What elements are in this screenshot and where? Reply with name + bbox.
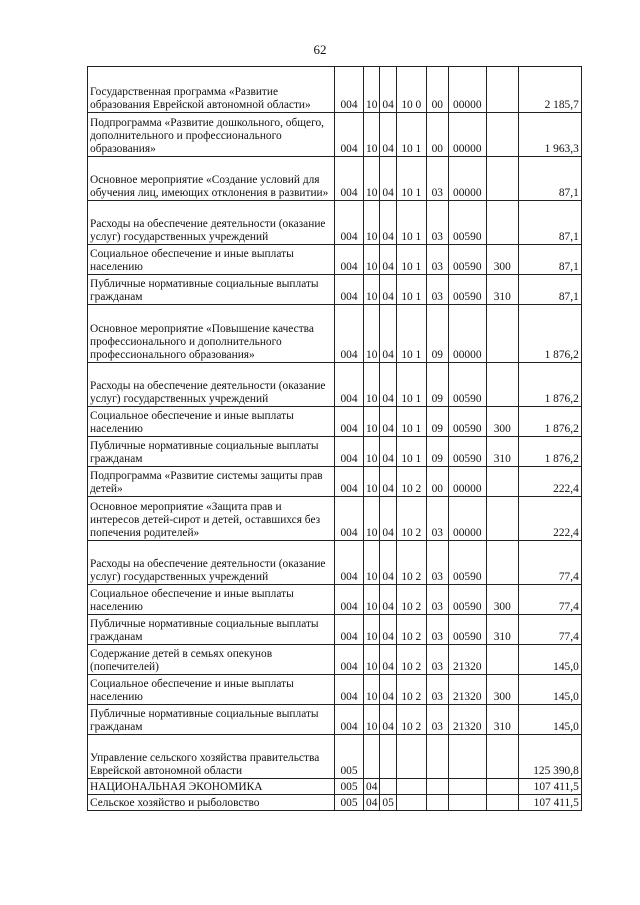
row-admin-code: 004 xyxy=(335,305,364,363)
row-event-code xyxy=(426,779,448,795)
row-sum: 1 876,2 xyxy=(518,363,581,407)
row-admin-code: 004 xyxy=(335,497,364,541)
row-name: Социальное обеспечение и иные выплаты населению xyxy=(88,675,335,705)
row-section-code: 10 xyxy=(364,275,380,305)
row-sum: 222,4 xyxy=(518,497,581,541)
row-admin-code: 004 xyxy=(335,467,364,497)
table-row xyxy=(88,795,582,811)
row-name: Основное мероприятие «Защита прав и интересов детей-сирот и детей, оставшихся без попечения родителей» xyxy=(88,497,335,541)
table-row xyxy=(88,67,582,113)
row-event-code: 03 xyxy=(426,675,448,705)
row-expense-type xyxy=(486,497,518,541)
row-direction-code xyxy=(448,735,486,779)
row-name: Расходы на обеспечение деятельности (оказание услуг) государственных учреждений xyxy=(88,363,335,407)
row-expense-type xyxy=(486,67,518,113)
page-number: 62 xyxy=(313,42,327,57)
row-section-code: 10 xyxy=(364,541,380,585)
row-event-code: 00 xyxy=(426,467,448,497)
row-program-code: 10 0 xyxy=(396,67,426,113)
row-direction-code: 00000 xyxy=(448,497,486,541)
row-subsection-code: 05 xyxy=(380,795,396,811)
row-subsection-code: 04 xyxy=(380,245,396,275)
row-sum: 77,4 xyxy=(518,585,581,615)
budget-table xyxy=(87,66,582,811)
row-name: Подпрограмма «Развитие системы защиты прав детей» xyxy=(88,467,335,497)
row-section-code: 10 xyxy=(364,467,380,497)
table-row xyxy=(88,467,582,497)
row-section-code: 10 xyxy=(364,615,380,645)
row-subsection-code: 04 xyxy=(380,497,396,541)
table-row xyxy=(88,305,582,363)
row-expense-type: 300 xyxy=(486,675,518,705)
row-section-code: 10 xyxy=(364,437,380,467)
row-direction-code: 00590 xyxy=(448,245,486,275)
row-section-code: 10 xyxy=(364,363,380,407)
table-row xyxy=(88,407,582,437)
row-name: Социальное обеспечение и иные выплаты населению xyxy=(88,585,335,615)
table-row xyxy=(88,275,582,305)
row-section-code: 10 xyxy=(364,157,380,201)
row-name: Подпрограмма «Развитие дошкольного, общего, дополнительного и профессионального образования» xyxy=(88,113,335,157)
row-subsection-code: 04 xyxy=(380,157,396,201)
row-event-code: 03 xyxy=(426,245,448,275)
row-direction-code: 00590 xyxy=(448,407,486,437)
row-event-code: 03 xyxy=(426,645,448,675)
row-program-code: 10 2 xyxy=(396,585,426,615)
table-row xyxy=(88,363,582,407)
row-event-code: 09 xyxy=(426,305,448,363)
row-section-code: 10 xyxy=(364,675,380,705)
row-section-code xyxy=(364,735,380,779)
table-row xyxy=(88,201,582,245)
row-expense-type xyxy=(486,157,518,201)
row-sum: 145,0 xyxy=(518,645,581,675)
row-program-code: 10 1 xyxy=(396,437,426,467)
row-sum: 145,0 xyxy=(518,675,581,705)
row-sum: 87,1 xyxy=(518,245,581,275)
row-subsection-code: 04 xyxy=(380,201,396,245)
row-sum: 107 411,5 xyxy=(518,795,581,811)
row-section-code: 04 xyxy=(364,779,380,795)
row-program-code: 10 1 xyxy=(396,407,426,437)
row-subsection-code: 04 xyxy=(380,67,396,113)
table-row xyxy=(88,779,582,795)
row-name: Публичные нормативные социальные выплаты гражданам xyxy=(88,615,335,645)
row-subsection-code xyxy=(380,735,396,779)
row-name: НАЦИОНАЛЬНАЯ ЭКОНОМИКА xyxy=(88,779,335,795)
row-program-code: 10 1 xyxy=(396,245,426,275)
row-direction-code: 00000 xyxy=(448,467,486,497)
table-row xyxy=(88,157,582,201)
row-name: Публичные нормативные социальные выплаты гражданам xyxy=(88,275,335,305)
row-admin-code: 004 xyxy=(335,113,364,157)
row-direction-code: 00590 xyxy=(448,363,486,407)
row-event-code: 09 xyxy=(426,363,448,407)
row-section-code: 10 xyxy=(364,645,380,675)
row-name: Социальное обеспечение и иные выплаты населению xyxy=(88,407,335,437)
row-admin-code: 004 xyxy=(335,645,364,675)
row-subsection-code: 04 xyxy=(380,541,396,585)
row-section-code: 10 xyxy=(364,113,380,157)
row-admin-code: 004 xyxy=(335,407,364,437)
row-direction-code: 00000 xyxy=(448,113,486,157)
row-admin-code: 004 xyxy=(335,201,364,245)
row-admin-code: 004 xyxy=(335,67,364,113)
row-subsection-code: 04 xyxy=(380,467,396,497)
row-sum: 77,4 xyxy=(518,615,581,645)
row-admin-code: 004 xyxy=(335,615,364,645)
row-section-code: 10 xyxy=(364,305,380,363)
row-section-code: 10 xyxy=(364,497,380,541)
row-event-code: 03 xyxy=(426,201,448,245)
table-row xyxy=(88,113,582,157)
row-program-code: 10 1 xyxy=(396,201,426,245)
row-program-code: 10 2 xyxy=(396,541,426,585)
row-name: Расходы на обеспечение деятельности (оказание услуг) государственных учреждений xyxy=(88,201,335,245)
row-admin-code: 004 xyxy=(335,363,364,407)
row-name: Расходы на обеспечение деятельности (оказание услуг) государственных учреждений xyxy=(88,541,335,585)
row-name: Сельское хозяйство и рыболовство xyxy=(88,795,335,811)
row-admin-code: 004 xyxy=(335,245,364,275)
row-admin-code: 004 xyxy=(335,585,364,615)
row-name: Основное мероприятие «Создание условий для обучения лиц, имеющих отклонения в развитии» xyxy=(88,157,335,201)
row-expense-type xyxy=(486,795,518,811)
table-body xyxy=(88,67,582,811)
row-expense-type xyxy=(486,467,518,497)
table-row xyxy=(88,437,582,467)
row-program-code: 10 2 xyxy=(396,705,426,735)
row-sum: 107 411,5 xyxy=(518,779,581,795)
row-subsection-code: 04 xyxy=(380,645,396,675)
row-direction-code: 00000 xyxy=(448,305,486,363)
row-program-code: 10 1 xyxy=(396,363,426,407)
row-section-code: 10 xyxy=(364,245,380,275)
row-program-code: 10 1 xyxy=(396,113,426,157)
row-expense-type: 310 xyxy=(486,437,518,467)
row-subsection-code: 04 xyxy=(380,275,396,305)
row-admin-code: 004 xyxy=(335,541,364,585)
row-sum: 1 963,3 xyxy=(518,113,581,157)
row-section-code: 04 xyxy=(364,795,380,811)
row-name: Основное мероприятие «Повышение качества профессионального и дополнительного профессионального образования» xyxy=(88,305,335,363)
row-expense-type: 310 xyxy=(486,705,518,735)
row-direction-code xyxy=(448,795,486,811)
row-sum: 87,1 xyxy=(518,201,581,245)
row-program-code: 10 2 xyxy=(396,675,426,705)
row-subsection-code: 04 xyxy=(380,585,396,615)
table-row xyxy=(88,735,582,779)
row-expense-type xyxy=(486,645,518,675)
row-section-code: 10 xyxy=(364,407,380,437)
row-name: Государственная программа «Развитие образования Еврейской автономной области» xyxy=(88,67,335,113)
table-row xyxy=(88,541,582,585)
row-subsection-code xyxy=(380,779,396,795)
row-section-code: 10 xyxy=(364,201,380,245)
row-program-code: 10 2 xyxy=(396,615,426,645)
row-sum: 2 185,7 xyxy=(518,67,581,113)
table-row xyxy=(88,615,582,645)
row-event-code: 03 xyxy=(426,541,448,585)
row-admin-code: 004 xyxy=(335,275,364,305)
row-subsection-code: 04 xyxy=(380,407,396,437)
row-subsection-code: 04 xyxy=(380,363,396,407)
table-row xyxy=(88,497,582,541)
row-program-code xyxy=(396,735,426,779)
row-sum: 222,4 xyxy=(518,467,581,497)
row-sum: 1 876,2 xyxy=(518,437,581,467)
table-row xyxy=(88,245,582,275)
row-direction-code: 00000 xyxy=(448,157,486,201)
row-subsection-code: 04 xyxy=(380,615,396,645)
row-expense-type: 300 xyxy=(486,407,518,437)
row-direction-code: 21320 xyxy=(448,705,486,735)
row-sum: 145,0 xyxy=(518,705,581,735)
row-sum: 125 390,8 xyxy=(518,735,581,779)
row-subsection-code: 04 xyxy=(380,113,396,157)
row-direction-code: 00590 xyxy=(448,615,486,645)
row-subsection-code: 04 xyxy=(380,675,396,705)
table-row xyxy=(88,705,582,735)
row-name: Публичные нормативные социальные выплаты гражданам xyxy=(88,705,335,735)
row-expense-type: 310 xyxy=(486,615,518,645)
row-expense-type: 300 xyxy=(486,585,518,615)
row-direction-code: 21320 xyxy=(448,645,486,675)
row-admin-code: 005 xyxy=(335,795,364,811)
row-admin-code: 005 xyxy=(335,779,364,795)
row-program-code: 10 1 xyxy=(396,157,426,201)
table-row xyxy=(88,675,582,705)
row-expense-type: 310 xyxy=(486,275,518,305)
row-expense-type xyxy=(486,113,518,157)
row-program-code: 10 2 xyxy=(396,467,426,497)
row-section-code: 10 xyxy=(364,585,380,615)
row-name: Содержание детей в семьях опекунов (попечителей) xyxy=(88,645,335,675)
row-event-code: 09 xyxy=(426,407,448,437)
row-sum: 1 876,2 xyxy=(518,407,581,437)
row-event-code: 03 xyxy=(426,585,448,615)
row-event-code: 00 xyxy=(426,113,448,157)
row-expense-type xyxy=(486,779,518,795)
row-sum: 77,4 xyxy=(518,541,581,585)
row-direction-code: 00000 xyxy=(448,67,486,113)
row-subsection-code: 04 xyxy=(380,305,396,363)
row-direction-code: 00590 xyxy=(448,275,486,305)
row-admin-code: 004 xyxy=(335,157,364,201)
row-section-code: 10 xyxy=(364,67,380,113)
row-expense-type xyxy=(486,541,518,585)
row-program-code xyxy=(396,795,426,811)
row-subsection-code: 04 xyxy=(380,437,396,467)
table-row xyxy=(88,585,582,615)
row-section-code: 10 xyxy=(364,705,380,735)
row-sum: 1 876,2 xyxy=(518,305,581,363)
row-event-code xyxy=(426,795,448,811)
row-name: Социальное обеспечение и иные выплаты населению xyxy=(88,245,335,275)
row-name: Публичные нормативные социальные выплаты гражданам xyxy=(88,437,335,467)
row-expense-type xyxy=(486,305,518,363)
row-program-code: 10 1 xyxy=(396,305,426,363)
row-direction-code: 00590 xyxy=(448,437,486,467)
row-expense-type xyxy=(486,735,518,779)
row-program-code: 10 2 xyxy=(396,497,426,541)
row-sum: 87,1 xyxy=(518,157,581,201)
row-direction-code: 21320 xyxy=(448,675,486,705)
row-event-code: 03 xyxy=(426,275,448,305)
row-expense-type xyxy=(486,363,518,407)
row-program-code xyxy=(396,779,426,795)
table-row xyxy=(88,645,582,675)
row-expense-type: 300 xyxy=(486,245,518,275)
row-admin-code: 004 xyxy=(335,437,364,467)
row-event-code: 03 xyxy=(426,157,448,201)
row-direction-code xyxy=(448,779,486,795)
row-admin-code: 005 xyxy=(335,735,364,779)
row-admin-code: 004 xyxy=(335,675,364,705)
row-event-code: 00 xyxy=(426,67,448,113)
row-expense-type xyxy=(486,201,518,245)
row-program-code: 10 2 xyxy=(396,645,426,675)
row-event-code: 03 xyxy=(426,705,448,735)
row-event-code: 09 xyxy=(426,437,448,467)
row-direction-code: 00590 xyxy=(448,541,486,585)
row-direction-code: 00590 xyxy=(448,585,486,615)
row-event-code: 03 xyxy=(426,615,448,645)
row-event-code xyxy=(426,735,448,779)
row-program-code: 10 1 xyxy=(396,275,426,305)
row-name: Управление сельского хозяйства правительства Еврейской автономной области xyxy=(88,735,335,779)
row-direction-code: 00590 xyxy=(448,201,486,245)
row-sum: 87,1 xyxy=(518,275,581,305)
row-event-code: 03 xyxy=(426,497,448,541)
row-subsection-code: 04 xyxy=(380,705,396,735)
row-admin-code: 004 xyxy=(335,705,364,735)
